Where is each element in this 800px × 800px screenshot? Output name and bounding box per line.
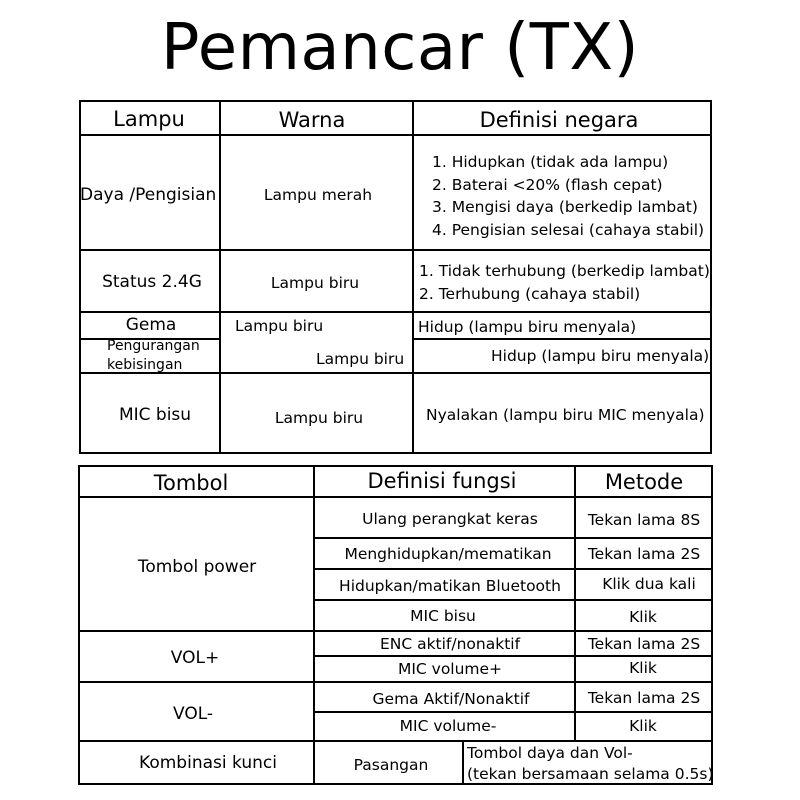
metode-mic-volume-minus: Klik	[629, 717, 657, 735]
tombol-power: Tombol power	[137, 557, 257, 577]
lampu-pengurangan-kebisingan-2: kebisingan	[107, 357, 183, 373]
metode-gema: Tekan lama 2S	[587, 689, 701, 707]
definisi-status-24g-2: 2. Terhubung (cahaya stabil)	[419, 284, 641, 303]
fungsi-menghidupkan: Menghidupkan/mematikan	[344, 545, 552, 563]
definisi-daya-3: 3. Mengisi daya (berkedip lambat)	[432, 198, 698, 216]
page-title: Pemancar (TX)	[160, 11, 640, 85]
fungsi-mic-bisu: MIC bisu	[410, 607, 476, 625]
definisi-status-24g-1: 1. Tidak terhubung (berkedip lambat)	[419, 262, 710, 280]
metode-menghidupkan: Tekan lama 2S	[587, 545, 701, 563]
warna-mic-bisu: Lampu biru	[274, 409, 364, 427]
header-definisi-negara: Definisi negara	[479, 108, 639, 132]
definisi-daya-4: 4. Pengisian selesai (cahaya stabil)	[432, 220, 705, 239]
header-warna: Warna	[278, 108, 346, 132]
warna-status-24g: Lampu biru	[270, 274, 360, 292]
fungsi-ulang-perangkat: Ulang perangkat keras	[362, 510, 538, 528]
fungsi-mic-volume-plus: MIC volume+	[397, 660, 503, 678]
fungsi-pasangan: Pasangan	[353, 756, 429, 774]
tombol-kombinasi-kunci: Kombinasi kunci	[139, 753, 277, 773]
metode-bluetooth: Klik dua kali	[602, 575, 696, 593]
metode-mic-bisu: Klik	[629, 608, 657, 626]
metode-mic-volume-plus: Klik	[629, 659, 657, 677]
fungsi-bluetooth: Hidupkan/matikan Bluetooth	[339, 577, 561, 595]
metode-ulang-perangkat: Tekan lama 8S	[587, 511, 701, 529]
warna-gema: Lampu biru	[235, 317, 324, 335]
warna-daya: Lampu merah	[263, 186, 373, 204]
header-lampu: Lampu	[113, 107, 185, 131]
lampu-pengurangan-kebisingan-1: Pengurangan	[107, 338, 200, 354]
lampu-status-24g: Status 2.4G	[102, 272, 202, 292]
definisi-mic-bisu: Nyalakan (lampu biru MIC menyala)	[426, 406, 705, 424]
lampu-gema: Gema	[125, 315, 177, 335]
lampu-mic-bisu: MIC bisu	[118, 405, 192, 425]
definisi-pengurangan-kebisingan: Hidup (lampu biru menyala)	[491, 347, 710, 365]
definisi-gema: Hidup (lampu biru menyala)	[418, 318, 637, 336]
fungsi-mic-volume-minus: MIC volume-	[399, 717, 497, 735]
tombol-vol-plus: VOL+	[170, 648, 220, 668]
header-tombol: Tombol	[153, 471, 229, 495]
metode-enc: Tekan lama 2S	[587, 635, 701, 653]
definisi-daya-1: 1. Hidupkan (tidak ada lampu)	[432, 153, 669, 171]
header-definisi-fungsi: Definisi fungsi	[367, 469, 517, 493]
warna-pengurangan-kebisingan: Lampu biru	[316, 350, 405, 368]
lampu-daya: Daya /Pengisian	[80, 185, 217, 205]
metode-pasangan-1: Tombol daya dan Vol-	[467, 744, 633, 762]
fungsi-enc: ENC aktif/nonaktif	[379, 635, 521, 653]
tombol-vol-minus: VOL-	[172, 704, 214, 724]
fungsi-gema: Gema Aktif/Nonaktif	[372, 690, 530, 708]
header-metode: Metode	[604, 470, 684, 494]
definisi-daya-2: 2. Baterai <20% (flash cepat)	[432, 175, 663, 194]
metode-pasangan-2: (tekan bersamaan selama 0.5s)	[467, 765, 714, 783]
